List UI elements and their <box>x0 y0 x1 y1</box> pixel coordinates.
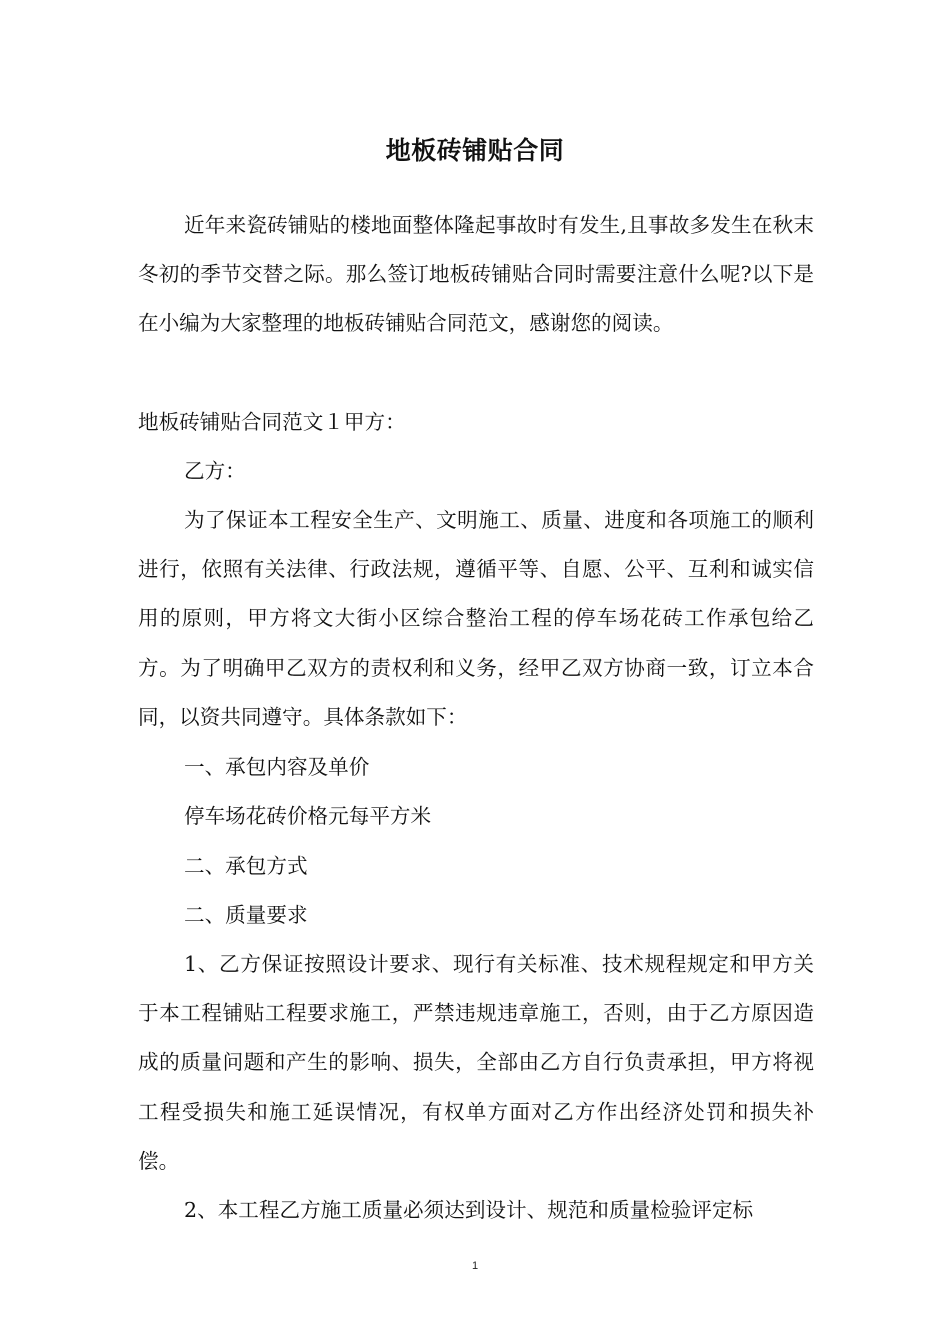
section-heading-contract-content: 一、承包内容及单价 <box>184 755 370 779</box>
intro-paragraph: 近年来瓷砖铺贴的楼地面整体隆起事故时有发生,且事故多发生在秋末冬初的季节交替之际。那么签订地板砖铺贴合同时需要注意什么呢?以下是在小编为大家整理的地板砖铺贴合同范文，感谢您的阅读。 <box>138 213 814 336</box>
contract-preamble-paragraph: 为了保证本工程安全生产、文明施工、质量、进度和各项施工的顺利进行，依照有关法律、行政法规，遵循平等、自愿、公平、互利和诚实信用的原则，甲方将文大街小区综合整治工程的停车场花砖工作承包给乙方。为了明确甲乙双方的责权利和义务，经甲乙双方协商一致，订立本合同，以资共同遵守。具体条款如下： <box>138 508 814 729</box>
page-number: 1 <box>471 1260 479 1272</box>
contract-sample-heading: 地板砖铺贴合同范文１甲方： <box>138 410 406 434</box>
document-title: 地板砖铺贴合同 <box>385 136 565 165</box>
section-heading-quality: 二、质量要求 <box>184 903 308 927</box>
section-heading-contract-method: 二、承包方式 <box>184 854 308 878</box>
quality-clause-2: 2、本工程乙方施工质量必须达到设计、规范和质量检验评定标 <box>184 1198 754 1222</box>
party-b-line: 乙方： <box>184 459 246 483</box>
unit-price-line: 停车场花砖价格元每平方米 <box>184 804 432 828</box>
quality-clause-1: 1、乙方保证按照设计要求、现行有关标准、技术规程规定和甲方关于本工程铺贴工程要求施工，严禁违规违章施工，否则，由于乙方原因造成的质量问题和产生的影响、损失，全部由乙方自行负责承担，甲方将视工程受损失和施工延误情况，有权单方面对乙方作出经济处罚和损失补偿。 <box>138 952 814 1173</box>
